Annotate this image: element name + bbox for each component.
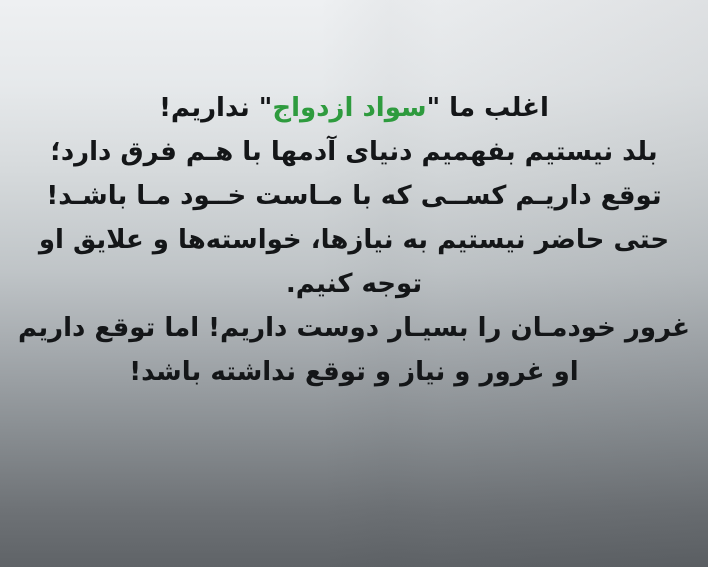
quote-line-3: توقع داریـم کســی که با مـاست خــود مـا باشـد! — [46, 181, 662, 211]
quote-line-7: او غرور و نیاز و توقع نداشته باشد! — [129, 357, 579, 387]
quote-line1-pre: اغلب ما " — [426, 93, 549, 123]
quote-text-block — [0, 86, 708, 394]
quote-line1-highlight: سواد ازدواج — [272, 93, 427, 123]
quote-line-4: حتی حاضر نیستیم به نیازها، خواسته‌ها و علایق او — [38, 225, 670, 255]
quote-line1-post: " نداریم! — [159, 93, 273, 123]
quote-line-1 — [0, 86, 708, 130]
quote-line-2: بلد نیستیم بفهمیم دنیای آدمها با هـم فرق دارد؛ — [50, 137, 658, 167]
quote-line-6: غرور خودمـان را بسیـار دوست داریم! اما توقع داریم — [18, 313, 690, 343]
quote-line-5: توجه کنیم. — [285, 269, 423, 299]
